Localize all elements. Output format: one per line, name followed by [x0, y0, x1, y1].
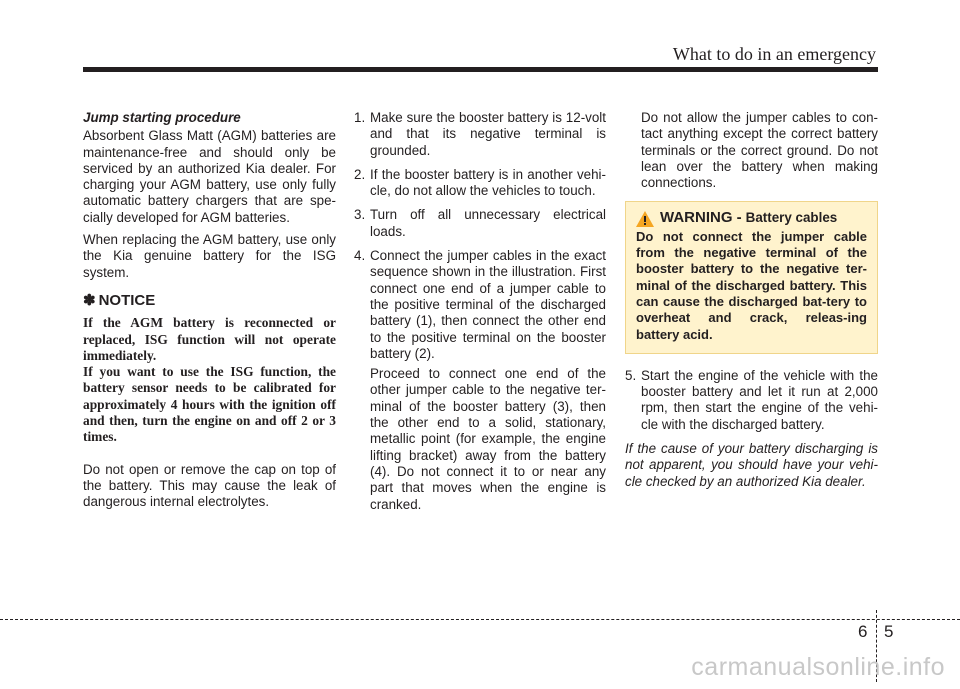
- step-text: If the booster battery is in another vehi-cle, do not allow the vehicles to touch.: [370, 166, 606, 199]
- step-text-continued: Proceed to connect one end of the other jumper cable to the negative ter-minal of the booster battery (3), then the other end to a solid, stationary, metallic point (for example, the engine lifting bracket) away from the battery (4). Do not connect it to or near any part that moves when the engine is cranked.: [370, 366, 606, 512]
- step-text: Start the engine of the vehicle with the booster battery and let it run at 2,000 rpm, then start the engine of the vehi-cle with the discharged battery.: [641, 367, 878, 432]
- replacement-paragraph: When replacing the AGM battery, use only the Kia genuine battery for the ISG system.: [83, 232, 336, 280]
- page-number: 5: [884, 622, 894, 641]
- warning-heading: [636, 210, 867, 226]
- footer-divider: [0, 619, 960, 620]
- notice-heading: [83, 293, 336, 309]
- watermark: carmanualsonline.info: [691, 653, 945, 681]
- warning-text: Do not connect the jumper cable from the negative terminal of the booster battery to the negative ter-minal of the discharged battery. This can cause the discharged bat-tery to overheat and crack, releas-ing battery acid.: [636, 228, 867, 342]
- section-subheading: Jump starting procedure: [83, 110, 241, 125]
- cap-warning-paragraph: Do not open or remove the cap on top of the battery. This may cause the leak of dangerous internal electrolytes.: [83, 461, 336, 510]
- list-item: [354, 167, 606, 204]
- notice-title: NOTICE: [98, 291, 156, 309]
- step-number: 2.: [354, 166, 366, 182]
- step-number: 3.: [354, 207, 366, 223]
- continuation-text: Do not allow the jumper cables to con-tact anything except the correct battery terminals or the correct ground. Do not lean over the battery when making connections.: [641, 110, 878, 191]
- step-text: Turn off all unnecessary electrical loads.: [370, 207, 606, 239]
- header-rule: [83, 67, 878, 72]
- middle-column: [354, 110, 606, 521]
- warning-triangle-icon: [636, 211, 654, 227]
- notice-text-line1: If the AGM battery is reconnected or replaced, ISG function will not operate immediately.: [83, 315, 336, 363]
- list-item: [354, 248, 606, 517]
- notice-icon: ✽: [83, 291, 96, 309]
- step-number: 5.: [625, 367, 637, 383]
- dealer-note: If the cause of your battery discharging is not apparent, you should have your vehi-cle checked by an authorized Kia dealer.: [625, 441, 878, 489]
- step-number: 4.: [354, 248, 366, 264]
- list-item: [354, 110, 606, 163]
- list-item: [625, 368, 878, 437]
- step-text: Make sure the booster battery is 12-volt and that its negative terminal is grounded.: [370, 110, 606, 158]
- step-text: Connect the jumper cables in the exact sequence shown in the illustration. First connect one end of a jumper cable to the positive terminal of the discharged battery (1), then connect the other end to the positive terminal on the booster battery (2).: [370, 248, 606, 361]
- right-column: [625, 110, 878, 490]
- notice-text-line2: If you want to use the ISG function, the battery sensor needs to be calibrated for approximately 4 hours with the ignition off and then, turn the engine on and off 2 or 3 times.: [83, 364, 336, 445]
- warning-box: [625, 201, 878, 353]
- list-item: [354, 207, 606, 244]
- page-header-title: What to do in an emergency: [672, 44, 876, 64]
- left-column: [83, 110, 336, 517]
- agm-paragraph: Absorbent Glass Matt (AGM) batteries are maintenance-free and should only be serviced by an authorized Kia dealer. For charging your AGM battery, use only fully automatic battery chargers that are spe-cially developed for AGM batteries.: [83, 128, 336, 225]
- chapter-number: 6: [858, 622, 868, 641]
- steps-list: [354, 110, 606, 517]
- warning-sublabel: Battery cables: [745, 210, 838, 226]
- step-number: 1.: [354, 110, 366, 125]
- warning-label: WARNING -: [660, 209, 742, 227]
- notice-text: [83, 315, 336, 445]
- step4-continuation: [625, 110, 878, 191]
